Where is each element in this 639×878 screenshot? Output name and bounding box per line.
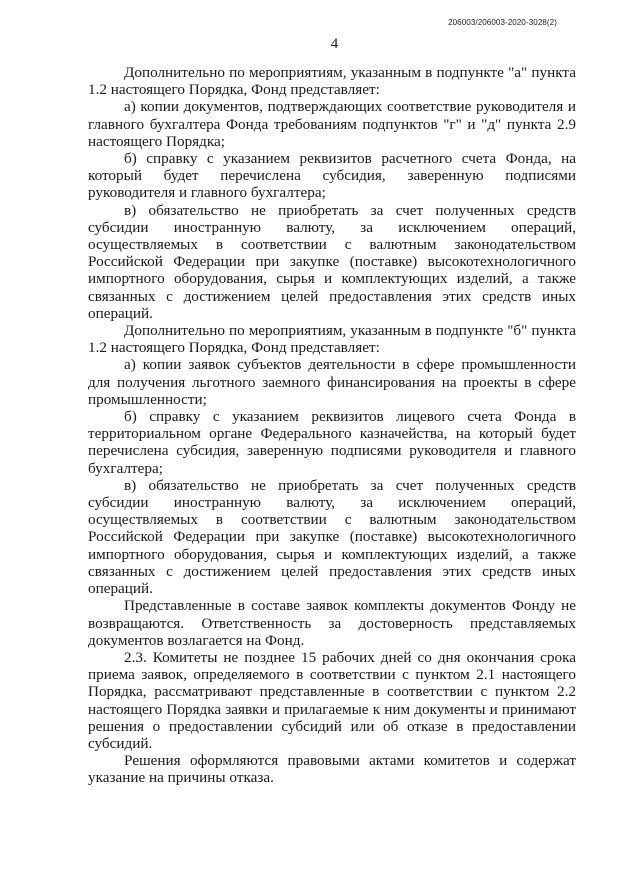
page-number: 4: [330, 36, 339, 52]
paragraph: б) справку с указанием реквизитов расчетного счета Фонда, на который будет перечислена субсидия, заверенную подписями руководителя и главного бухгалтера;: [88, 150, 576, 202]
paragraph: Дополнительно по мероприятиям, указанным в подпункте "б" пункта 1.2 настоящего Порядка, Фонд представляет:: [88, 322, 576, 357]
paragraph: 2.3. Комитеты не позднее 15 рабочих дней со дня окончания срока приема заявок, определяемого в соответствии с пунктом 2.1 настоящего Порядка, рассматривают представленные в соответствии с пунктом 2.2 настоящего Порядка заявки и прилагаемые к ним документы и принимают решения о предоставлении субсидий или об отказе в предоставлении субсидий.: [88, 648, 576, 752]
paragraph: в) обязательство не приобретать за счет полученных средств субсидии иностранную валюту, за исключением операций, осуществляемых в соответствии с валютным законодательством Российской Федерации при закупке (поставке) высокотехнологичного импортного оборудования, сырья и комплектующих изделий, а также связанных с достижением целей предоставления этих средств иных операций.: [88, 476, 576, 598]
paragraph: а) копии документов, подтверждающих соответствие руководителя и главного бухгалтера Фонда требованиям подпунктов "г" и "д" пункта 2.9 настоящего Порядка;: [88, 98, 576, 150]
document-code: 206003/206003-2020-3028(2): [448, 18, 557, 27]
paragraph: Представленные в составе заявок комплекты документов Фонду не возвращаются. Ответственность за достоверность представляемых документов возлагается на Фонд.: [88, 597, 576, 649]
document-body: [88, 64, 576, 787]
paragraph: в) обязательство не приобретать за счет полученных средств субсидии иностранную валюту, за исключением операций, осуществляемых в соответствии с валютным законодательством Российской Федерации при закупке (поставке) высокотехнологичного импортного оборудования, сырья и комплектующих изделий, а также связанных с достижением целей предоставления этих средств иных операций.: [88, 201, 576, 322]
paragraph: а) копии заявок субъектов деятельности в сфере промышленности для получения льготного заемного финансирования на проекты в сфере промышленности;: [88, 356, 576, 408]
paragraph: Решения оформляются правовыми актами комитетов и содержат указание на причины отказа.: [88, 752, 576, 787]
paragraph: б) справку с указанием реквизитов лицевого счета Фонда в территориальном органе Федерального казначейства, на который будет перечислена субсидия, заверенную подписями руководителя и главного бухгалтера;: [88, 408, 576, 477]
paragraph: Дополнительно по мероприятиям, указанным в подпункте "а" пункта 1.2 настоящего Порядка, Фонд представляет:: [88, 64, 576, 99]
